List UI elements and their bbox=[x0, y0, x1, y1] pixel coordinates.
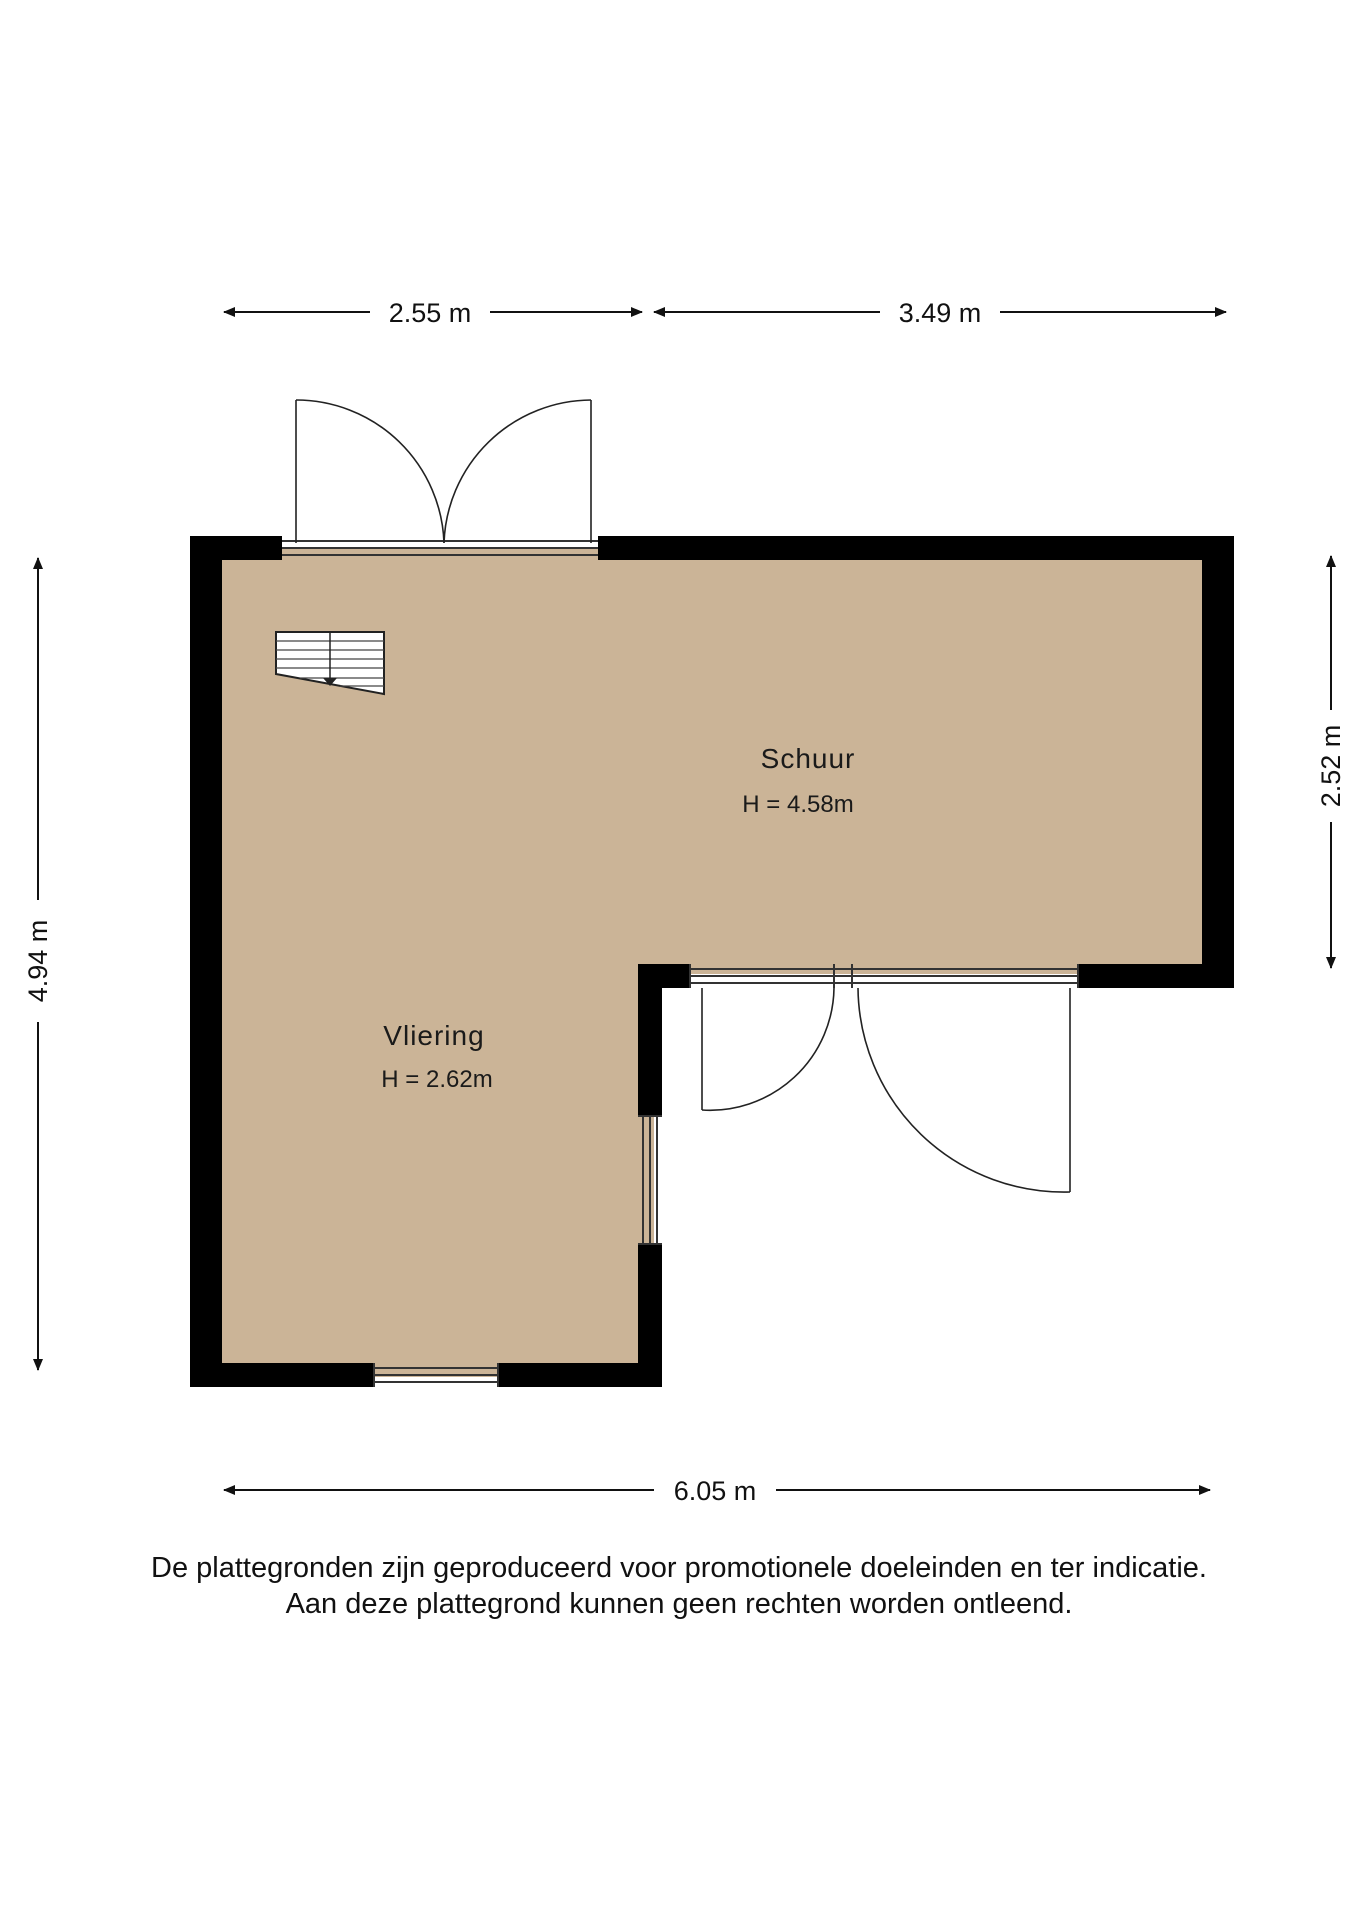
room-name-schuur: Schuur bbox=[760, 743, 856, 774]
room-height-vliering: H = 2.62m bbox=[381, 1066, 493, 1093]
dimension-label-top-left: 2.55 m bbox=[388, 298, 472, 328]
disclaimer-line-1: De plattegronden zijn geproduceerd voor promotionele doeleinden en ter indicatie. bbox=[151, 1552, 1207, 1584]
room-name-vliering: Vliering bbox=[383, 1020, 485, 1051]
disclaimer-line-2: Aan deze plattegrond kunnen geen rechten worden ontleend. bbox=[285, 1588, 1073, 1620]
dimension-label-right: 2.52 m bbox=[1316, 724, 1346, 808]
disclaimer bbox=[0, 1550, 1358, 1622]
dimension-label-bottom: 6.05 m bbox=[673, 1476, 757, 1506]
dimension-label-left: 4.94 m bbox=[23, 919, 53, 1003]
room-height-schuur: H = 4.58m bbox=[742, 791, 854, 818]
dimension-label-top-right: 3.49 m bbox=[898, 298, 982, 328]
